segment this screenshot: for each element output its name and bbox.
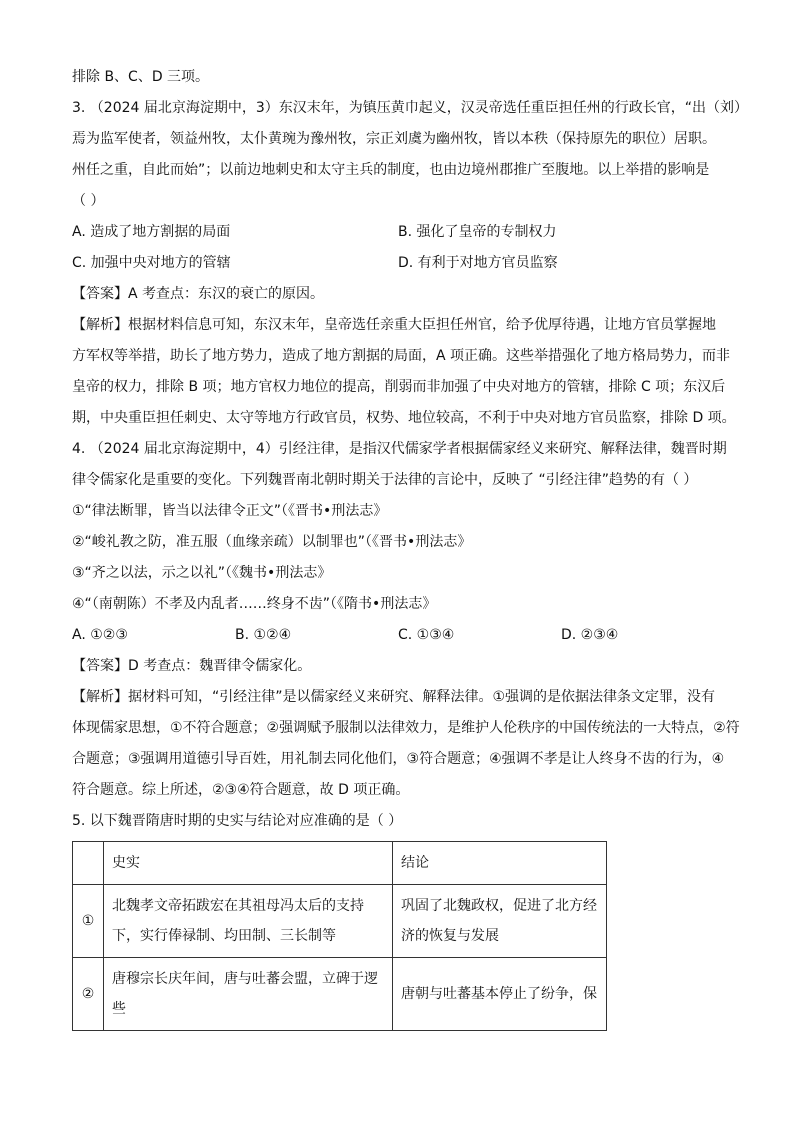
row-number: ① xyxy=(73,885,104,958)
question-3-analysis-line: 期，中央重臣担任刺史、太守等地方行政官员，权势、地位较高，不利于中央对地方官员监察，排除 D 项。 xyxy=(72,410,736,426)
question-3-stem-line: 焉为监军使者，领益州牧，太仆黄琬为豫州牧，宗正刘虞为幽州牧，皆以本秩（保持原先的职位）居职。 xyxy=(72,131,716,147)
question-4-item: ①“律法断罪，皆当以法律令正文”（《晋书•刑法志》 xyxy=(72,503,388,519)
option-b: B. ①②④ xyxy=(235,627,292,643)
question-4-analysis-line: 符合题意。综上所述，②③④符合题意，故 D 项正确。 xyxy=(72,782,410,798)
question-3-analysis-line: 方军权等举措，助长了地方势力，造成了地方割据的局面，A 项正确。这些举措强化了地方格局势力，而非 xyxy=(72,348,731,364)
conclusion-cell: 唐朝与吐蕃基本停止了纷争，保 xyxy=(393,958,607,1031)
question-4-stem-line: 4. （2024 届北京海淀期中，4）引经注律，是指汉代儒家学者根据儒家经义来研究、解释法律，魏晋时期 xyxy=(72,441,727,457)
fact-cell: 唐穆宗长庆年间，唐与吐蕃会盟，立碑于逻些 xyxy=(104,958,393,1031)
option-a: A. ①②③ xyxy=(72,627,128,643)
question-4-stem-line: 律令儒家化是重要的变化。下列魏晋南北朝时期关于法律的言论中，反映了 “引经注律”趋势的有（ ） xyxy=(72,472,698,488)
question-3-answer: 【答案】A 考查点：东汉的衰亡的原因。 xyxy=(72,286,325,302)
option-c: C. 加强中央对地方的管辖 xyxy=(72,255,231,271)
table-header-cell: 史实 xyxy=(104,842,393,885)
table-row xyxy=(73,885,607,958)
question-4-analysis-line: 体现儒家思想，①不符合题意；②强调赋予服制以法律效力，是维护人伦秩序的中国传统法的一大特点，②符 xyxy=(72,720,740,736)
question-3-stem-line: 州任之重，自此而始”；以前边地刺史和太守主兵的制度，也由边境州郡推广至腹地。以上举措的影响是 xyxy=(72,162,710,178)
question-4-analysis-line: 合题意；③强调用道德引导百姓，用礼制去同化他们，③符合题意；④强调不孝是让人终身不齿的行为，④ xyxy=(72,751,725,767)
option-c: C. ①③④ xyxy=(398,627,455,643)
option-d: D. 有利于对地方官员监察 xyxy=(398,255,558,271)
text-line: 排除 B、C、D 三项。 xyxy=(72,69,210,85)
fact-cell: 北魏孝文帝拓跋宏在其祖母冯太后的支持下，实行俸禄制、均田制、三长制等 xyxy=(104,885,393,958)
table-header-cell xyxy=(73,842,104,885)
question-4-item: ②“峻礼教之防，准五服（血缘亲疏）以制罪也”（《晋书•刑法志》 xyxy=(72,534,472,550)
table-header-cell: 结论 xyxy=(393,842,607,885)
question-4-options xyxy=(72,620,732,651)
document-body xyxy=(72,62,749,837)
conclusion-cell: 巩固了北魏政权，促进了北方经济的恢复与发展 xyxy=(393,885,607,958)
question-4-item: ③“齐之以法，示之以礼”（《魏书•刑法志》 xyxy=(72,565,332,581)
question-4-answer: 【答案】D 考查点：魏晋律令儒家化。 xyxy=(72,658,312,674)
row-number: ② xyxy=(73,958,104,1031)
option-b: B. 强化了皇帝的专制权力 xyxy=(398,224,557,240)
option-a: A. 造成了地方割据的局面 xyxy=(72,224,231,240)
question-3-stem-line: 3. （2024 届北京海淀期中，3）东汉末年，为镇压黄巾起义，汉灵帝选任重臣担任州的行政长官，“出（刘） xyxy=(72,100,749,116)
table-header-row xyxy=(73,842,607,885)
question-3-analysis-line: 【解析】根据材料信息可知，东汉末年，皇帝选任亲重大臣担任州官，给予优厚待遇，让地方官员掌握地 xyxy=(72,317,716,333)
question-3-options-row1 xyxy=(72,217,732,248)
question-4-item: ④“（南朝陈）不孝及内乱者……终身不齿”（《隋书•刑法志》 xyxy=(72,596,437,612)
question-4-analysis-line: 【解析】据材料可知，“引经注律”是以儒家经义来研究、解释法律。①强调的是依据法律条文定罪，没有 xyxy=(72,689,716,705)
question-3-blank: （ ） xyxy=(72,193,105,209)
question-3-analysis-line: 皇帝的权力，排除 B 项；地方官权力地位的提高，削弱而非加强了中央对地方的管辖，排除 C 项；东汉后 xyxy=(72,379,726,395)
question-3-options-row2 xyxy=(72,248,732,279)
option-d: D. ②③④ xyxy=(561,627,619,643)
table-row xyxy=(73,958,607,1031)
facts-conclusions-table xyxy=(72,841,607,1031)
question-5-stem: 5. 以下魏晋隋唐时期的史实与结论对应准确的是（ ） xyxy=(72,813,403,829)
